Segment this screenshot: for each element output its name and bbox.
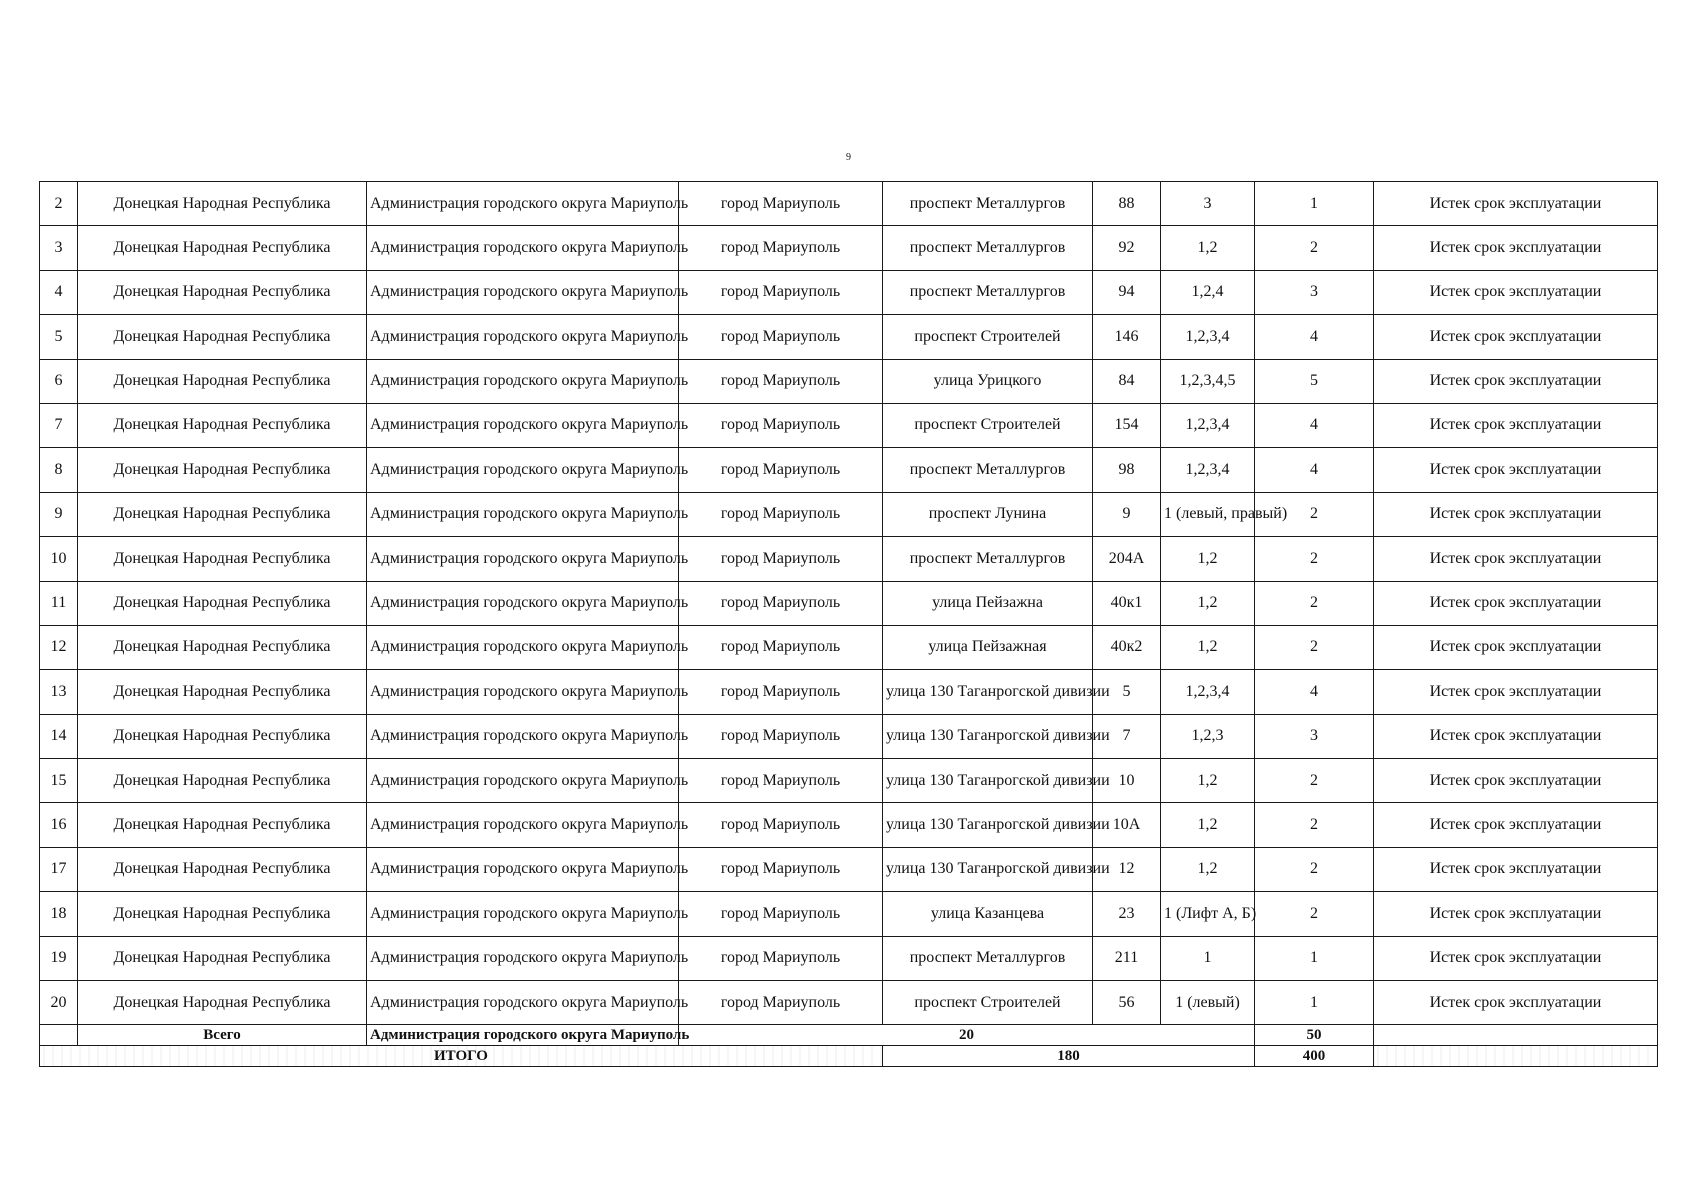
street-cell: улица Пейзажная xyxy=(883,625,1093,669)
row-number-cell: 11 xyxy=(40,581,78,625)
summary-empty-cell xyxy=(40,1025,78,1046)
table-row xyxy=(40,670,1658,714)
lift-count-cell: 2 xyxy=(1255,803,1374,847)
row-number-cell: 13 xyxy=(40,670,78,714)
reason-cell: Истек срок эксплуатации xyxy=(1374,892,1658,936)
region-cell: Донецкая Народная Республика xyxy=(78,537,367,581)
lift-count-cell: 2 xyxy=(1255,759,1374,803)
reason-cell: Истек срок эксплуатации xyxy=(1374,981,1658,1025)
lift-count-cell: 2 xyxy=(1255,581,1374,625)
organization-cell: Администрация городского округа Мариуполь xyxy=(367,803,679,847)
street-cell: проспект Строителей xyxy=(883,403,1093,447)
street-cell: проспект Металлургов xyxy=(883,270,1093,314)
house-number-cell: 12 xyxy=(1093,847,1161,891)
region-cell: Донецкая Народная Республика xyxy=(78,759,367,803)
city-cell: город Мариуполь xyxy=(679,226,883,270)
city-cell: город Мариуполь xyxy=(679,981,883,1025)
row-number-cell: 6 xyxy=(40,359,78,403)
organization-cell: Администрация городского округа Мариуполь xyxy=(367,981,679,1025)
city-cell: город Мариуполь xyxy=(679,182,883,226)
house-number-cell: 146 xyxy=(1093,315,1161,359)
total-empty-cell xyxy=(1374,1046,1658,1067)
summary-row xyxy=(40,1025,1658,1046)
house-number-cell: 204А xyxy=(1093,537,1161,581)
street-cell: проспект Лунина xyxy=(883,492,1093,536)
street-cell: проспект Строителей xyxy=(883,315,1093,359)
street-cell: улица 130 Таганрогской дивизии xyxy=(883,803,1093,847)
region-cell: Донецкая Народная Республика xyxy=(78,492,367,536)
house-number-cell: 10 xyxy=(1093,759,1161,803)
street-cell: проспект Металлургов xyxy=(883,448,1093,492)
summary-buildings: 20 xyxy=(679,1025,1255,1046)
reason-cell: Истек срок эксплуатации xyxy=(1374,803,1658,847)
organization-cell: Администрация городского округа Мариуполь xyxy=(367,936,679,980)
reason-cell: Истек срок эксплуатации xyxy=(1374,714,1658,758)
organization-cell: Администрация городского округа Мариуполь xyxy=(367,892,679,936)
organization-cell: Администрация городского округа Мариуполь xyxy=(367,403,679,447)
table-row xyxy=(40,226,1658,270)
organization-cell: Администрация городского округа Мариуполь xyxy=(367,492,679,536)
reason-cell: Истек срок эксплуатации xyxy=(1374,537,1658,581)
reason-cell: Истек срок эксплуатации xyxy=(1374,403,1658,447)
organization-cell: Администрация городского округа Мариуполь xyxy=(367,670,679,714)
street-cell: улица Урицкого xyxy=(883,359,1093,403)
street-cell: улица Казанцева xyxy=(883,892,1093,936)
organization-cell: Администрация городского округа Мариуполь xyxy=(367,448,679,492)
city-cell: город Мариуполь xyxy=(679,803,883,847)
entrance-cell: 1 xyxy=(1161,936,1255,980)
entrance-cell: 1,2 xyxy=(1161,226,1255,270)
row-number-cell: 10 xyxy=(40,537,78,581)
table-body xyxy=(40,182,1658,1067)
table-row xyxy=(40,936,1658,980)
city-cell: город Мариуполь xyxy=(679,581,883,625)
house-number-cell: 7 xyxy=(1093,714,1161,758)
house-number-cell: 40к1 xyxy=(1093,581,1161,625)
lift-count-cell: 4 xyxy=(1255,448,1374,492)
house-number-cell: 92 xyxy=(1093,226,1161,270)
entrance-cell: 1,2,3,4 xyxy=(1161,315,1255,359)
lift-count-cell: 2 xyxy=(1255,625,1374,669)
entrance-cell: 1,2,3,4 xyxy=(1161,403,1255,447)
organization-cell: Администрация городского округа Мариуполь xyxy=(367,270,679,314)
reason-cell: Истек срок эксплуатации xyxy=(1374,936,1658,980)
row-number-cell: 20 xyxy=(40,981,78,1025)
entrance-cell: 1,2 xyxy=(1161,803,1255,847)
total-lifts: 400 xyxy=(1255,1046,1374,1067)
street-cell: улица Пейзажна xyxy=(883,581,1093,625)
reason-cell: Истек срок эксплуатации xyxy=(1374,359,1658,403)
row-number-cell: 7 xyxy=(40,403,78,447)
table-row xyxy=(40,892,1658,936)
entrance-cell: 1 (левый, правый) xyxy=(1161,492,1255,536)
entrance-cell: 1,2 xyxy=(1161,847,1255,891)
table-row xyxy=(40,403,1658,447)
lift-count-cell: 1 xyxy=(1255,936,1374,980)
street-cell: проспект Металлургов xyxy=(883,537,1093,581)
entrance-cell: 1 (Лифт А, Б) xyxy=(1161,892,1255,936)
row-number-cell: 8 xyxy=(40,448,78,492)
row-number-cell: 15 xyxy=(40,759,78,803)
region-cell: Донецкая Народная Республика xyxy=(78,847,367,891)
reason-cell: Истек срок эксплуатации xyxy=(1374,670,1658,714)
region-cell: Донецкая Народная Республика xyxy=(78,803,367,847)
total-row xyxy=(40,1046,1658,1067)
city-cell: город Мариуполь xyxy=(679,448,883,492)
entrance-cell: 1,2,3 xyxy=(1161,714,1255,758)
house-number-cell: 56 xyxy=(1093,981,1161,1025)
lift-count-cell: 2 xyxy=(1255,892,1374,936)
organization-cell: Администрация городского округа Мариуполь xyxy=(367,226,679,270)
city-cell: город Мариуполь xyxy=(679,670,883,714)
region-cell: Донецкая Народная Республика xyxy=(78,448,367,492)
entrance-cell: 3 xyxy=(1161,182,1255,226)
table-row xyxy=(40,803,1658,847)
table-row xyxy=(40,492,1658,536)
street-cell: проспект Металлургов xyxy=(883,936,1093,980)
organization-cell: Администрация городского округа Мариуполь xyxy=(367,315,679,359)
reason-cell: Истек срок эксплуатации xyxy=(1374,182,1658,226)
house-number-cell: 23 xyxy=(1093,892,1161,936)
city-cell: город Мариуполь xyxy=(679,270,883,314)
row-number-cell: 9 xyxy=(40,492,78,536)
summary-org: Администрация городского округа Мариуполь xyxy=(367,1025,679,1046)
reason-cell: Истек срок эксплуатации xyxy=(1374,581,1658,625)
table-row xyxy=(40,847,1658,891)
lift-count-cell: 4 xyxy=(1255,670,1374,714)
row-number-cell: 19 xyxy=(40,936,78,980)
reason-cell: Истек срок эксплуатации xyxy=(1374,315,1658,359)
city-cell: город Мариуполь xyxy=(679,315,883,359)
elevator-table xyxy=(39,181,1658,1067)
city-cell: город Мариуполь xyxy=(679,625,883,669)
entrance-cell: 1,2,3,4 xyxy=(1161,448,1255,492)
table-row xyxy=(40,581,1658,625)
table-row xyxy=(40,625,1658,669)
total-label: ИТОГО xyxy=(40,1046,883,1067)
lift-count-cell: 3 xyxy=(1255,714,1374,758)
street-cell: улица 130 Таганрогской дивизии xyxy=(883,759,1093,803)
summary-empty-cell-end xyxy=(1374,1025,1658,1046)
lift-count-cell: 2 xyxy=(1255,226,1374,270)
street-cell: проспект Металлургов xyxy=(883,182,1093,226)
entrance-cell: 1 (левый) xyxy=(1161,981,1255,1025)
reason-cell: Истек срок эксплуатации xyxy=(1374,847,1658,891)
region-cell: Донецкая Народная Республика xyxy=(78,359,367,403)
street-cell: улица 130 Таганрогской дивизии xyxy=(883,847,1093,891)
table-row xyxy=(40,270,1658,314)
reason-cell: Истек срок эксплуатации xyxy=(1374,492,1658,536)
city-cell: город Мариуполь xyxy=(679,403,883,447)
summary-lifts: 50 xyxy=(1255,1025,1374,1046)
house-number-cell: 9 xyxy=(1093,492,1161,536)
organization-cell: Администрация городского округа Мариуполь xyxy=(367,714,679,758)
table-row xyxy=(40,537,1658,581)
table-row xyxy=(40,981,1658,1025)
house-number-cell: 5 xyxy=(1093,670,1161,714)
region-cell: Донецкая Народная Республика xyxy=(78,226,367,270)
organization-cell: Администрация городского округа Мариуполь xyxy=(367,625,679,669)
house-number-cell: 154 xyxy=(1093,403,1161,447)
table-row xyxy=(40,182,1658,226)
lift-count-cell: 5 xyxy=(1255,359,1374,403)
street-cell: улица 130 Таганрогской дивизии xyxy=(883,714,1093,758)
city-cell: город Мариуполь xyxy=(679,359,883,403)
house-number-cell: 88 xyxy=(1093,182,1161,226)
summary-label: Всего xyxy=(78,1025,367,1046)
city-cell: город Мариуполь xyxy=(679,847,883,891)
lift-count-cell: 4 xyxy=(1255,403,1374,447)
table-row xyxy=(40,714,1658,758)
organization-cell: Администрация городского округа Мариуполь xyxy=(367,537,679,581)
city-cell: город Мариуполь xyxy=(679,492,883,536)
region-cell: Донецкая Народная Республика xyxy=(78,625,367,669)
entrance-cell: 1,2 xyxy=(1161,581,1255,625)
street-cell: проспект Металлургов xyxy=(883,226,1093,270)
region-cell: Донецкая Народная Республика xyxy=(78,714,367,758)
city-cell: город Мариуполь xyxy=(679,936,883,980)
lift-count-cell: 2 xyxy=(1255,537,1374,581)
table-row xyxy=(40,359,1658,403)
organization-cell: Администрация городского округа Мариуполь xyxy=(367,759,679,803)
table-row xyxy=(40,315,1658,359)
street-cell: улица 130 Таганрогской дивизии xyxy=(883,670,1093,714)
entrance-cell: 1,2 xyxy=(1161,537,1255,581)
region-cell: Донецкая Народная Республика xyxy=(78,581,367,625)
entrance-cell: 1,2,3,4,5 xyxy=(1161,359,1255,403)
region-cell: Донецкая Народная Республика xyxy=(78,981,367,1025)
lift-count-cell: 1 xyxy=(1255,182,1374,226)
row-number-cell: 17 xyxy=(40,847,78,891)
reason-cell: Истек срок эксплуатации xyxy=(1374,759,1658,803)
row-number-cell: 2 xyxy=(40,182,78,226)
organization-cell: Администрация городского округа Мариуполь xyxy=(367,847,679,891)
region-cell: Донецкая Народная Республика xyxy=(78,182,367,226)
entrance-cell: 1,2,4 xyxy=(1161,270,1255,314)
entrance-cell: 1,2 xyxy=(1161,625,1255,669)
street-cell: проспект Строителей xyxy=(883,981,1093,1025)
reason-cell: Истек срок эксплуатации xyxy=(1374,625,1658,669)
reason-cell: Истек срок эксплуатации xyxy=(1374,270,1658,314)
organization-cell: Администрация городского округа Мариуполь xyxy=(367,182,679,226)
row-number-cell: 5 xyxy=(40,315,78,359)
row-number-cell: 14 xyxy=(40,714,78,758)
page-number: 9 xyxy=(846,152,851,163)
total-buildings: 180 xyxy=(883,1046,1255,1067)
house-number-cell: 98 xyxy=(1093,448,1161,492)
city-cell: город Мариуполь xyxy=(679,892,883,936)
region-cell: Донецкая Народная Республика xyxy=(78,670,367,714)
house-number-cell: 84 xyxy=(1093,359,1161,403)
reason-cell: Истек срок эксплуатации xyxy=(1374,448,1658,492)
table-row xyxy=(40,448,1658,492)
region-cell: Донецкая Народная Республика xyxy=(78,892,367,936)
house-number-cell: 10А xyxy=(1093,803,1161,847)
city-cell: город Мариуполь xyxy=(679,759,883,803)
organization-cell: Администрация городского округа Мариуполь xyxy=(367,581,679,625)
house-number-cell: 40к2 xyxy=(1093,625,1161,669)
lift-count-cell: 3 xyxy=(1255,270,1374,314)
lift-count-cell: 2 xyxy=(1255,492,1374,536)
house-number-cell: 211 xyxy=(1093,936,1161,980)
lift-count-cell: 4 xyxy=(1255,315,1374,359)
row-number-cell: 16 xyxy=(40,803,78,847)
region-cell: Донецкая Народная Республика xyxy=(78,936,367,980)
region-cell: Донецкая Народная Республика xyxy=(78,270,367,314)
entrance-cell: 1,2 xyxy=(1161,759,1255,803)
lift-count-cell: 2 xyxy=(1255,847,1374,891)
organization-cell: Администрация городского округа Мариуполь xyxy=(367,359,679,403)
reason-cell: Истек срок эксплуатации xyxy=(1374,226,1658,270)
row-number-cell: 3 xyxy=(40,226,78,270)
entrance-cell: 1,2,3,4 xyxy=(1161,670,1255,714)
lift-count-cell: 1 xyxy=(1255,981,1374,1025)
city-cell: город Мариуполь xyxy=(679,714,883,758)
region-cell: Донецкая Народная Республика xyxy=(78,403,367,447)
region-cell: Донецкая Народная Республика xyxy=(78,315,367,359)
house-number-cell: 94 xyxy=(1093,270,1161,314)
row-number-cell: 18 xyxy=(40,892,78,936)
city-cell: город Мариуполь xyxy=(679,537,883,581)
row-number-cell: 4 xyxy=(40,270,78,314)
table-row xyxy=(40,759,1658,803)
row-number-cell: 12 xyxy=(40,625,78,669)
